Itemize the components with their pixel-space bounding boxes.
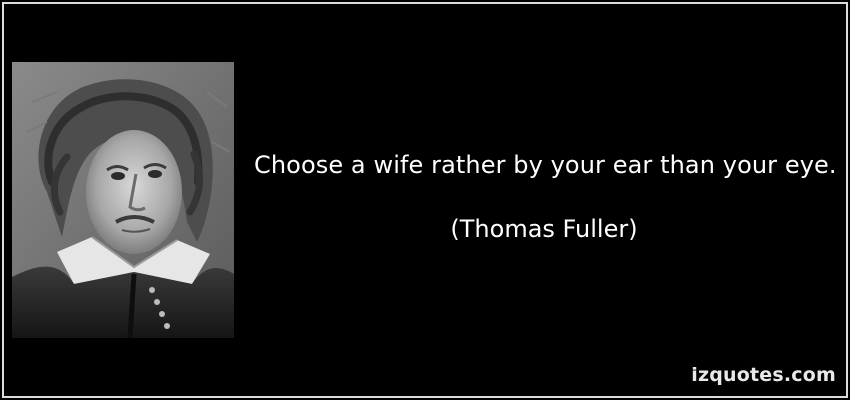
quote-text: Choose a wife rather by your ear than your eye. <box>254 151 837 179</box>
portrait-image <box>12 62 234 338</box>
author-portrait <box>12 62 234 338</box>
quote-card <box>2 2 848 398</box>
quote-author: (Thomas Fuller) <box>450 215 638 243</box>
site-watermark: izquotes.com <box>691 364 836 386</box>
